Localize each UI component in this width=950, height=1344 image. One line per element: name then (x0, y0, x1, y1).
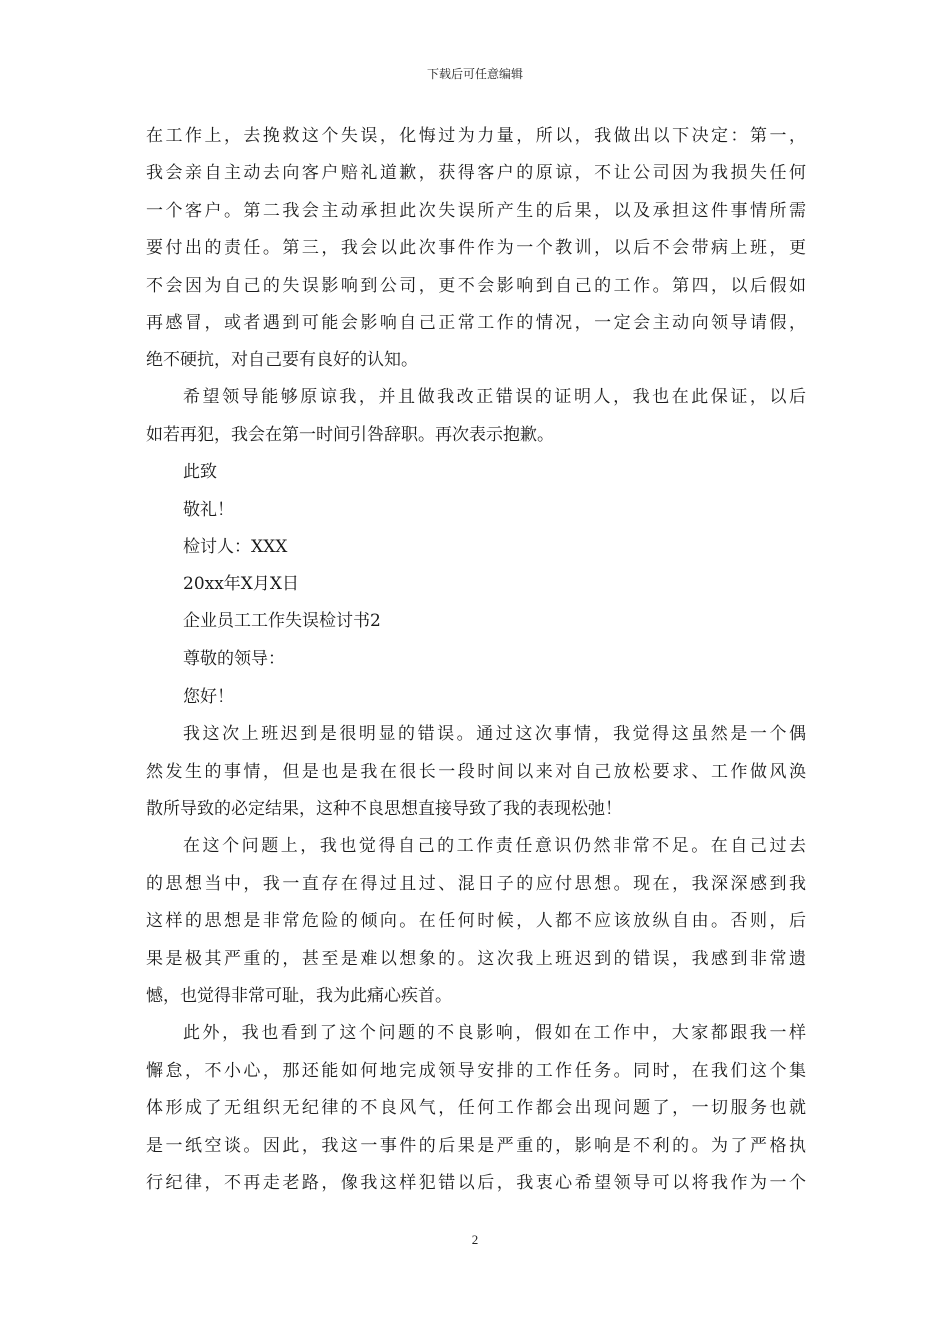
text-line: 企业员工工作失误检讨书2 (183, 611, 381, 631)
text-line: 尊敬的领导： (183, 649, 285, 669)
text-line: 体形成了无组织无纪律的不良风气，任何工作都会出现问题了，一切服务也就 (146, 1098, 806, 1118)
text-line: 如若再犯，我会在第一时间引咎辞职。再次表示抱歉。 (146, 425, 554, 445)
text-line: 希望领导能够原谅我，并且做我改正错误的证明人，我也在此保证，以后 (183, 387, 806, 407)
text-line: 我这次上班迟到是很明显的错误。通过这次事情，我觉得这虽然是一个偶 (183, 724, 806, 744)
page-number: 2 (471, 1232, 479, 1247)
text-line: 此外，我也看到了这个问题的不良影响，假如在工作中，大家都跟我一样 (183, 1023, 806, 1043)
text-line: 是一纸空谈。因此，我这一事件的后果是严重的，影响是不利的。为了严格执 (146, 1136, 806, 1156)
text-line: 的思想当中，我一直存在得过且过、混日子的应付思想。现在，我深深感到我 (146, 874, 806, 894)
text-line: 再感冒，或者遇到可能会影响自己正常工作的情况，一定会主动向领导请假， (146, 313, 806, 333)
text-line: 憾，也觉得非常可耻，我为此痛心疾首。 (146, 986, 452, 1006)
text-line: 绝不硬抗，对自己要有良好的认知。 (146, 350, 418, 370)
text-line: 然发生的事情，但是也是我在很长一段时间以来对自己放松要求、工作做风涣 (146, 762, 806, 782)
text-line: 我会亲自主动去向客户赔礼道歉，获得客户的原谅，不让公司因为我损失任何 (146, 163, 806, 183)
text-line: 散所导致的必定结果，这种不良思想直接导致了我的表现松弛！ (146, 799, 622, 819)
text-line: 此致 (183, 462, 217, 482)
text-line: 懈怠，不小心，那还能如何地完成领导安排的工作任务。同时，在我们这个集 (146, 1061, 806, 1081)
text-line: 您好！ (183, 687, 234, 707)
text-line: 在工作上，去挽救这个失误，化悔过为力量，所以，我做出以下决定：第一， (146, 126, 806, 146)
text-line: 不会因为自己的失误影响到公司，更不会影响到自己的工作。第四，以后假如 (146, 276, 806, 296)
text-line: 20xx年X月X日 (183, 574, 300, 594)
text-line: 行纪律，不再走老路，像我这样犯错以后，我衷心希望领导可以将我作为一个 (146, 1173, 806, 1193)
text-line: 一个客户。第二我会主动承担此次失误所产生的后果，以及承担这件事情所需 (146, 201, 806, 221)
text-line: 敬礼！ (183, 500, 234, 520)
text-line: 在这个问题上，我也觉得自己的工作责任意识仍然非常不足。在自己过去 (183, 836, 806, 856)
text-line: 这样的思想是非常危险的倾向。在任何时候，人都不应该放纵自由。否则，后 (146, 911, 806, 931)
text-line: 果是极其严重的，甚至是难以想象的。这次我上班迟到的错误，我感到非常遗 (146, 949, 806, 969)
page-header: 下载后可任意编辑 (426, 67, 523, 81)
text-line: 检讨人：XXX (183, 537, 288, 557)
text-line: 要付出的责任。第三，我会以此次事件作为一个教训，以后不会带病上班，更 (146, 238, 806, 258)
